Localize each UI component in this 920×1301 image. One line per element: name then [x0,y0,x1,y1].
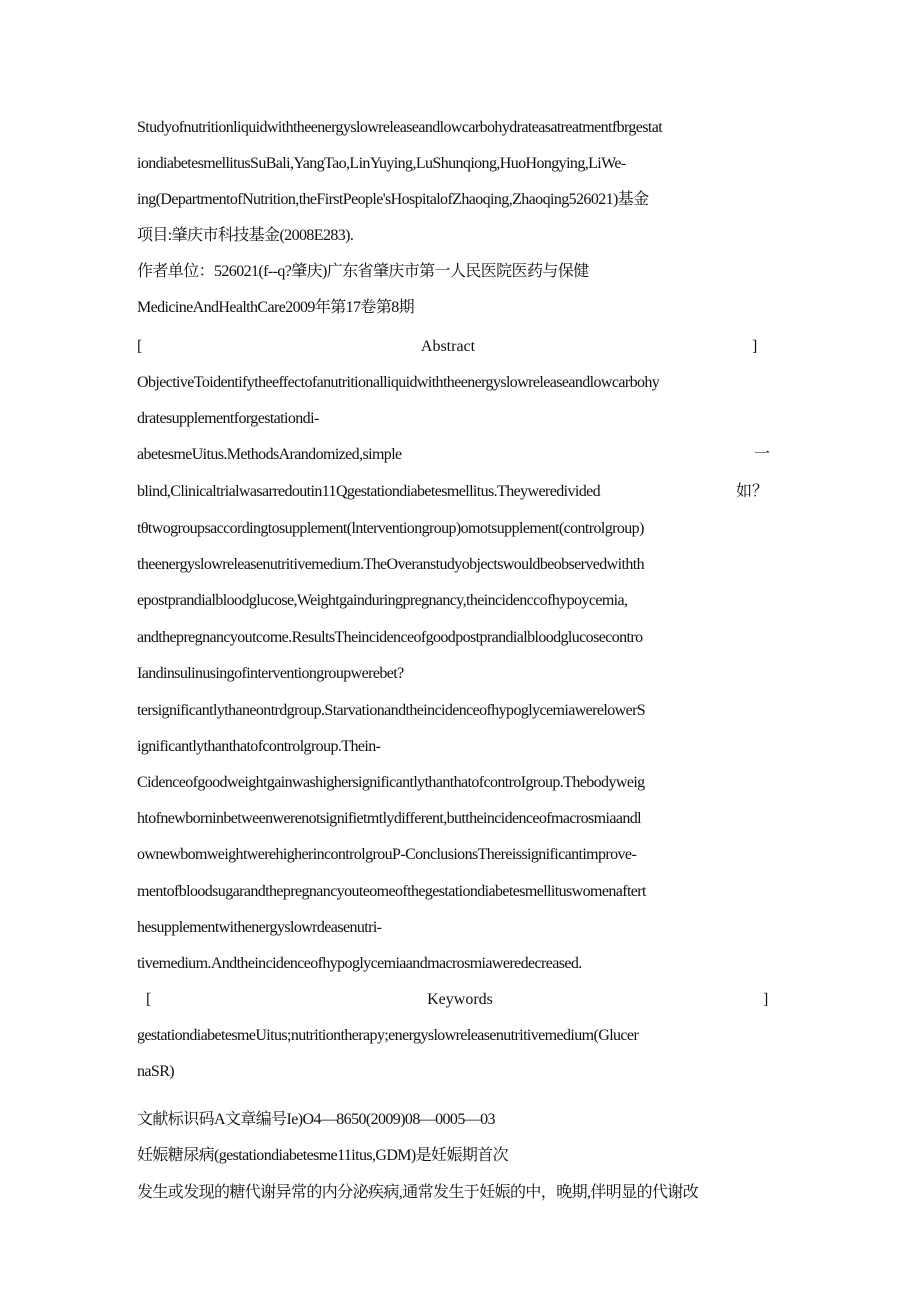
english-title-line-1: Studyofnutritionliquidwiththeenergyslowreleaseandlowcarbohydrateasatreatmentfbrgestat [137,119,663,136]
abstract-line: theenergyslowreleasenutritivemedium.TheOveranstudyobjectswouldbeobservedwithth [137,556,644,573]
abstract-line: Iandinsulinusingofinterventiongroupwerebet? [137,665,404,682]
abstract-line: tθtwogroupsaccordingtosupplement(lnterventiongroup)omotsupplement(controlgroup) [137,520,644,537]
journal-line: MedicineAndHealthCare2009年第17卷第8期 [137,299,415,316]
keywords-bracket-right: ] [763,991,769,1008]
english-title-line-2: iondiabetesmellitusSuBali,YangTao,LinYuying,LuShunqiong,HuoHongying,LiWe- [137,155,626,172]
abstract-line: ObjectiveToidentifytheeffectofanutritionalliquidwiththeenergyslowreleaseandlowcarbohy [137,374,660,391]
keywords-line: naSR) [137,1063,175,1080]
keywords-line: gestationdiabetesmeUitus;nutritiontherapy;energyslowreleasenutritivemedium(Glucer [137,1027,639,1044]
abstract-trail-ru: 如？ [736,483,769,500]
abstract-line: andthepregnancyoutcome.ResultsTheincidenceofgoodpostprandialbloodglucosecontro [137,629,643,646]
affiliation-line: ing(DepartmentofNutrition,theFirstPeople'sHospitalofZhaoqing,Zhaoqing526021)基金 [137,191,649,208]
author-unit-line: 作者单位：526021(f--q?肇庆)广东省肇庆市第一人民医院医药与保健 [137,263,589,280]
abstract-line: abetesmeUitus.MethodsArandomized,simple [137,446,402,463]
abstract-line: epostprandialbloodglucose,Weightgainduringpregnancy,theincidenccofhypoycemia, [137,592,628,609]
abstract-line: tersignificantlythaneontrdgroup.StarvationandtheincidenceofhypoglycemiawerelowerS [137,702,646,719]
body-paragraph-line: 妊娠糖尿病(gestationdiabetesme11itus,GDM)是妊娠期首次 [137,1147,509,1164]
abstract-line: ownewbomweightwerehigherincontrolgrouP-ConclusionsThereissignificantimprove- [137,846,637,863]
abstract-title: Abstract [420,338,476,355]
abstract-dash: 一 [754,446,771,463]
abstract-bracket-right: ] [752,338,758,355]
abstract-line: blind,Clinicaltrialwasarredoutin11Qgestationdiabetesmellitus.Theyweredivided [137,483,601,500]
keywords-title: Keywords [427,991,493,1008]
abstract-bracket-left: [ [137,338,143,355]
abstract-line: dratesupplementforgestationdi- [137,410,319,427]
abstract-line: CidenceofgoodweightgainwashighersignificantlythanthatofcontroIgroup.Thebodyweig [137,774,645,791]
abstract-line: tivemedium.Andtheincidenceofhypoglycemiaandmacrosmiaweredecreased. [137,955,582,972]
abstract-line: htofnewborninbetweenwerenotsignifietmtlydifferent,buttheincidenceofmacrosmiaandl [137,810,641,827]
document-code-line: 文献标识码A文章编号Ie)O4—8650(2009)08—0005—03 [137,1111,495,1128]
fund-line: 项目:肇庆市科技基金(2008E283). [137,227,354,244]
keywords-bracket-left: [ [146,991,152,1008]
abstract-line: hesupplementwithenergyslowrdeasenutri- [137,919,382,936]
abstract-line: ignificantlythanthatofcontrolgroup.Thein- [137,738,381,755]
body-paragraph-line: 发生或发现的糖代谢异常的内分泌疾病,通常发生于妊娠的中，晚期,伴明显的代谢改 [137,1184,699,1201]
abstract-line: mentofbloodsugarandthepregnancyouteomeofthegestationdiabetesmellituswomenaftert [137,883,646,900]
